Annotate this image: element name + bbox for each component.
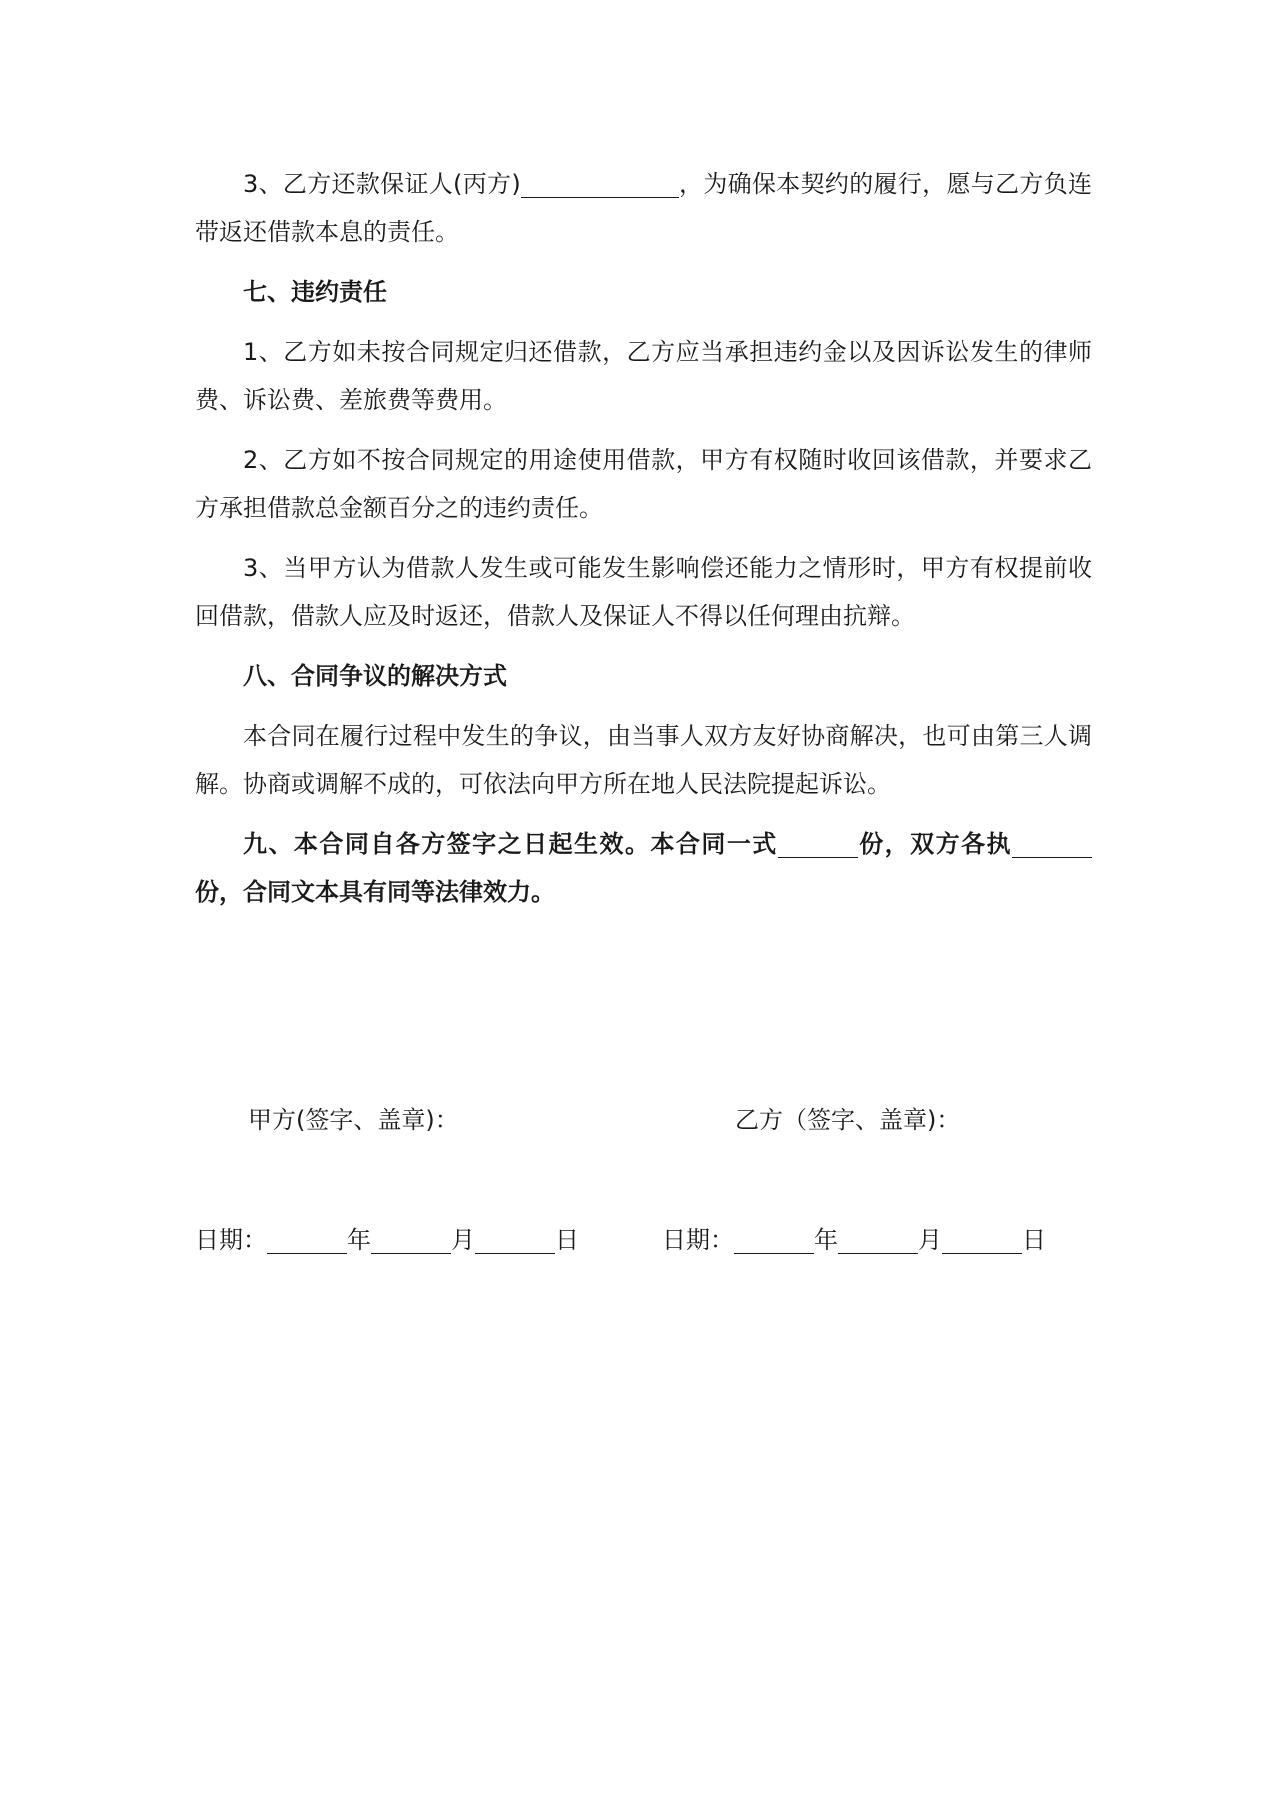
day-label: 日 — [555, 1226, 579, 1254]
date-label: 日期： — [195, 1226, 267, 1254]
section-9-clause — [195, 820, 1092, 916]
section-7-clause-1: 1、乙方如未按合同规定归还借款，乙方应当承担违约金以及因诉讼发生的律师费、诉讼费、差旅费等费用。 — [195, 338, 1092, 414]
party-b-signature-label: 乙方（签字、盖章)： — [735, 1106, 961, 1134]
year-blank — [734, 1225, 814, 1254]
party-a-date — [195, 1220, 579, 1260]
section-8-heading: 八、合同争议的解决方式 — [243, 662, 507, 690]
month-label: 月 — [918, 1226, 942, 1254]
guarantor-clause-suffix: ，为确保本契约的履行，愿与乙方负连带返还借款本息的责任。 — [195, 170, 1093, 246]
section-9-part-a: 九、本合同自各方签字之日起生效。本合同一式 — [243, 830, 778, 858]
guarantor-clause — [195, 160, 1092, 256]
month-label: 月 — [451, 1226, 475, 1254]
year-blank — [267, 1225, 347, 1254]
date-label: 日期： — [662, 1226, 734, 1254]
section-7-clause-3: 3、当甲方认为借款人发生或可能发生影响偿还能力之情形时，甲方有权提前收回借款，借款人应及时返还，借款人及保证人不得以任何理由抗辩。 — [195, 554, 1092, 630]
guarantor-clause-prefix: 3、乙方还款保证人(丙方) — [243, 170, 521, 198]
party-b-date — [662, 1220, 1046, 1260]
section-7-clause-2: 2、乙方如不按合同规定的用途使用借款，甲方有权随时收回该借款，并要求乙方承担借款总金额百分之的违约责任。 — [195, 446, 1092, 522]
party-a-signature-label: 甲方(签字、盖章)： — [248, 1106, 459, 1134]
day-label: 日 — [1022, 1226, 1046, 1254]
day-blank — [942, 1225, 1022, 1254]
month-blank — [371, 1225, 451, 1254]
year-label: 年 — [814, 1226, 838, 1254]
copies-each-blank — [1012, 827, 1092, 858]
section-7-heading: 七、违约责任 — [243, 278, 387, 306]
section-9-part-b: 份，双方各执 — [857, 830, 1012, 858]
guarantor-name-blank — [521, 167, 679, 198]
month-blank — [838, 1225, 918, 1254]
document-body — [195, 160, 1092, 928]
section-9-part-c: 份，合同文本具有同等法律效力。 — [195, 878, 555, 906]
day-blank — [475, 1225, 555, 1254]
copies-total-blank — [778, 827, 858, 858]
year-label: 年 — [347, 1226, 371, 1254]
section-8-clause: 本合同在履行过程中发生的争议，由当事人双方友好协商解决，也可由第三人调解。协商或调解不成的，可依法向甲方所在地人民法院提起诉讼。 — [195, 722, 1092, 798]
